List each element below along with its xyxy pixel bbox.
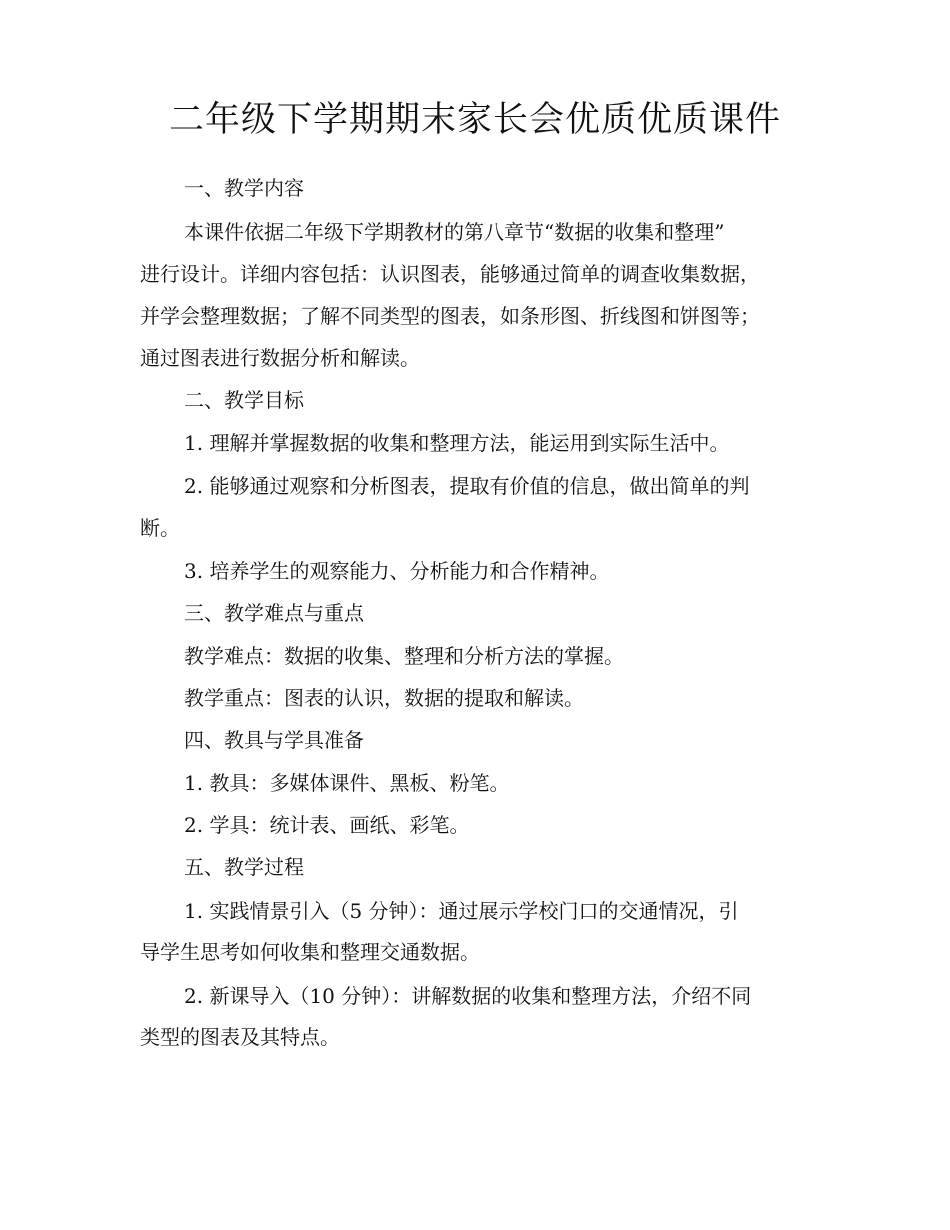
list-item: 1. 实践情景引入（5 分钟）：通过展示学校门口的交通情况，引 xyxy=(184,899,739,923)
section-heading-content: 一、教学内容 xyxy=(184,176,304,200)
section-heading-keypoints: 三、教学难点与重点 xyxy=(184,601,364,625)
list-item: 3. 培养学生的观察能力、分析能力和合作精神。 xyxy=(184,559,610,583)
paragraph-line: 并学会整理数据；了解不同类型的图表，如条形图、折线图和饼图等； xyxy=(140,304,760,328)
section-heading-process: 五、教学过程 xyxy=(184,855,304,879)
list-item-continuation: 导学生思考如何收集和整理交通数据。 xyxy=(140,940,480,964)
list-item: 2. 新课导入（10 分钟）：讲解数据的收集和整理方法，介绍不同 xyxy=(184,984,752,1008)
paragraph-line: 教学重点：图表的认识，数据的提取和解读。 xyxy=(184,686,584,710)
section-heading-materials: 四、教具与学具准备 xyxy=(184,728,364,752)
paragraph-line: 进行设计。详细内容包括：认识图表，能够通过简单的调查收集数据， xyxy=(140,262,760,286)
section-heading-objectives: 二、教学目标 xyxy=(184,388,304,412)
paragraph-line: 通过图表进行数据分析和解读。 xyxy=(140,346,420,370)
list-item: 1. 教具：多媒体课件、黑板、粉笔。 xyxy=(184,771,510,795)
document-title: 二年级下学期期末家长会优质优质课件 xyxy=(168,100,781,140)
list-item: 1. 理解并掌握数据的收集和整理方法，能运用到实际生活中。 xyxy=(184,431,730,455)
list-item: 2. 能够通过观察和分析图表，提取有价值的信息，做出简单的判 xyxy=(184,474,750,498)
paragraph-line: 教学难点：数据的收集、整理和分析方法的掌握。 xyxy=(184,644,624,668)
list-item: 2. 学具：统计表、画纸、彩笔。 xyxy=(184,813,470,837)
list-item-continuation: 类型的图表及其特点。 xyxy=(140,1025,340,1049)
paragraph-line: 本课件依据二年级下学期教材的第八章节“数据的收集和整理” xyxy=(184,220,725,244)
list-item-continuation: 断。 xyxy=(140,516,180,540)
